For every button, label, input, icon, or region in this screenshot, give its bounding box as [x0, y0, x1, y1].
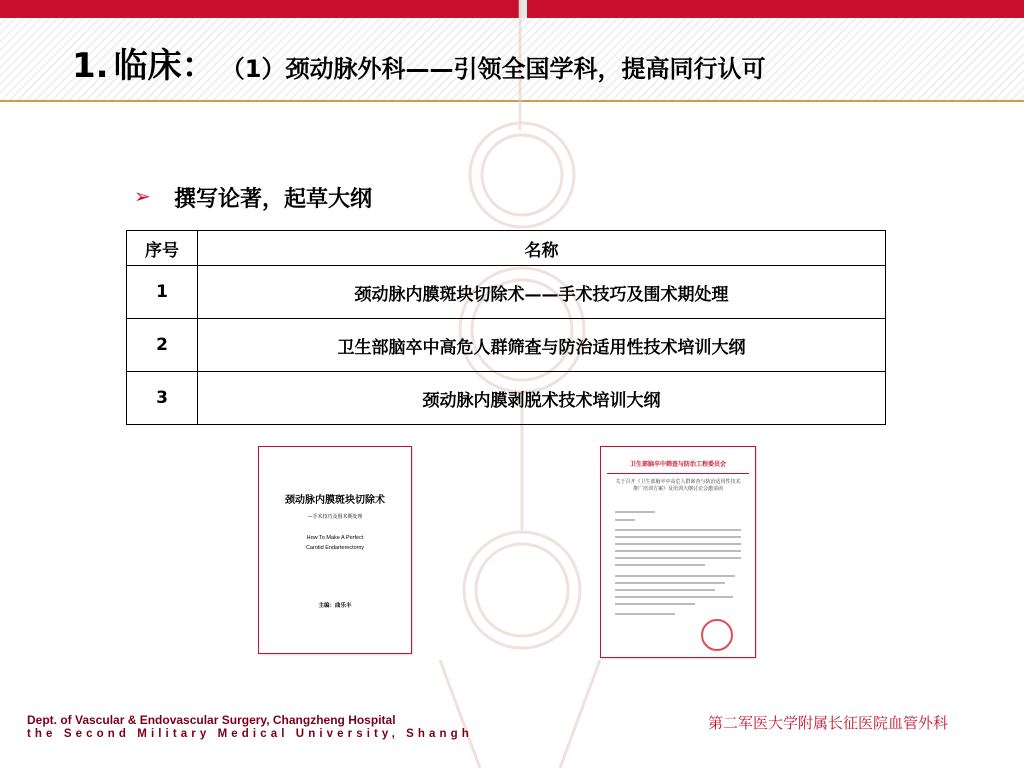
notice-text-line — [615, 589, 715, 591]
title-divider — [0, 100, 1024, 102]
footer-department-en: Dept. of Vascular & Endovascular Surgery, Changzheng Hospital — [27, 713, 396, 727]
notice-text-line — [615, 564, 705, 566]
top-accent-bar — [0, 0, 1024, 18]
row-name: 颈动脉内膜斑块切除术——手术技巧及围术期处理 — [198, 266, 886, 319]
title-sub: （1）颈动脉外科——引领全国学科，提高同行认可 — [220, 55, 766, 83]
notice-header-rule — [607, 473, 749, 474]
table-header-row — [127, 231, 886, 266]
row-number: 1 — [127, 266, 198, 319]
notice-text-line — [615, 529, 741, 531]
official-seal-icon — [701, 619, 733, 651]
row-name: 颈动脉内膜剥脱术技术培训大纲 — [198, 372, 886, 425]
arrow-bullet-icon: ➢ — [134, 184, 151, 208]
notice-text-line — [615, 511, 655, 513]
row-name: 卫生部脑卒中高危人群筛查与防治适用性技术培训大纲 — [198, 319, 886, 372]
notice-subject: 关于召开《卫生部脑卒中高危人群筛查与防治适用性技术推广培训方案》及培训大纲讨论会邀请函 — [615, 479, 741, 492]
top-accent-gap — [519, 0, 527, 18]
notice-text-line — [615, 596, 733, 598]
book-editor: 主编：曲乐丰 — [318, 603, 352, 609]
footer-university-en: the Second Military Medical University, Shangh — [27, 728, 473, 740]
notice-header: 卫生部脑卒中筛查与防治工程委员会 — [629, 461, 726, 468]
notice-text-line — [615, 550, 741, 552]
notice-text-line — [615, 582, 725, 584]
book-title: 颈动脉内膜斑块切除术 — [285, 495, 385, 506]
title-main: 临床： — [113, 46, 216, 86]
publications-table — [126, 230, 886, 425]
book-english-line2: Carotid Endarterectomy — [305, 545, 365, 551]
notice-text-line — [615, 519, 635, 521]
notice-text-line — [615, 543, 741, 545]
section-heading: 撰写论著，起草大纲 — [174, 187, 373, 212]
book-english-line1: How To Make A Perfect — [306, 535, 364, 541]
column-header-name: 名称 — [198, 231, 886, 266]
row-number: 2 — [127, 319, 198, 372]
table-row — [127, 266, 886, 319]
column-header-number: 序号 — [127, 231, 198, 266]
table-row — [127, 319, 886, 372]
footer-department-cn: 第二军医大学附属长征医院血管外科 — [708, 714, 949, 732]
notice-document-image — [600, 446, 756, 658]
notice-text-line — [615, 613, 675, 615]
book-cover-image — [258, 446, 412, 654]
notice-text-line — [615, 603, 695, 605]
notice-text-line — [615, 575, 735, 577]
slide-title — [72, 38, 765, 87]
row-number: 3 — [127, 372, 198, 425]
table-row — [127, 372, 886, 425]
book-subtitle: —手术技巧及围术期处理 — [307, 514, 363, 520]
notice-text-line — [615, 536, 741, 538]
notice-text-line — [615, 557, 741, 559]
title-number: 1. — [72, 46, 109, 86]
